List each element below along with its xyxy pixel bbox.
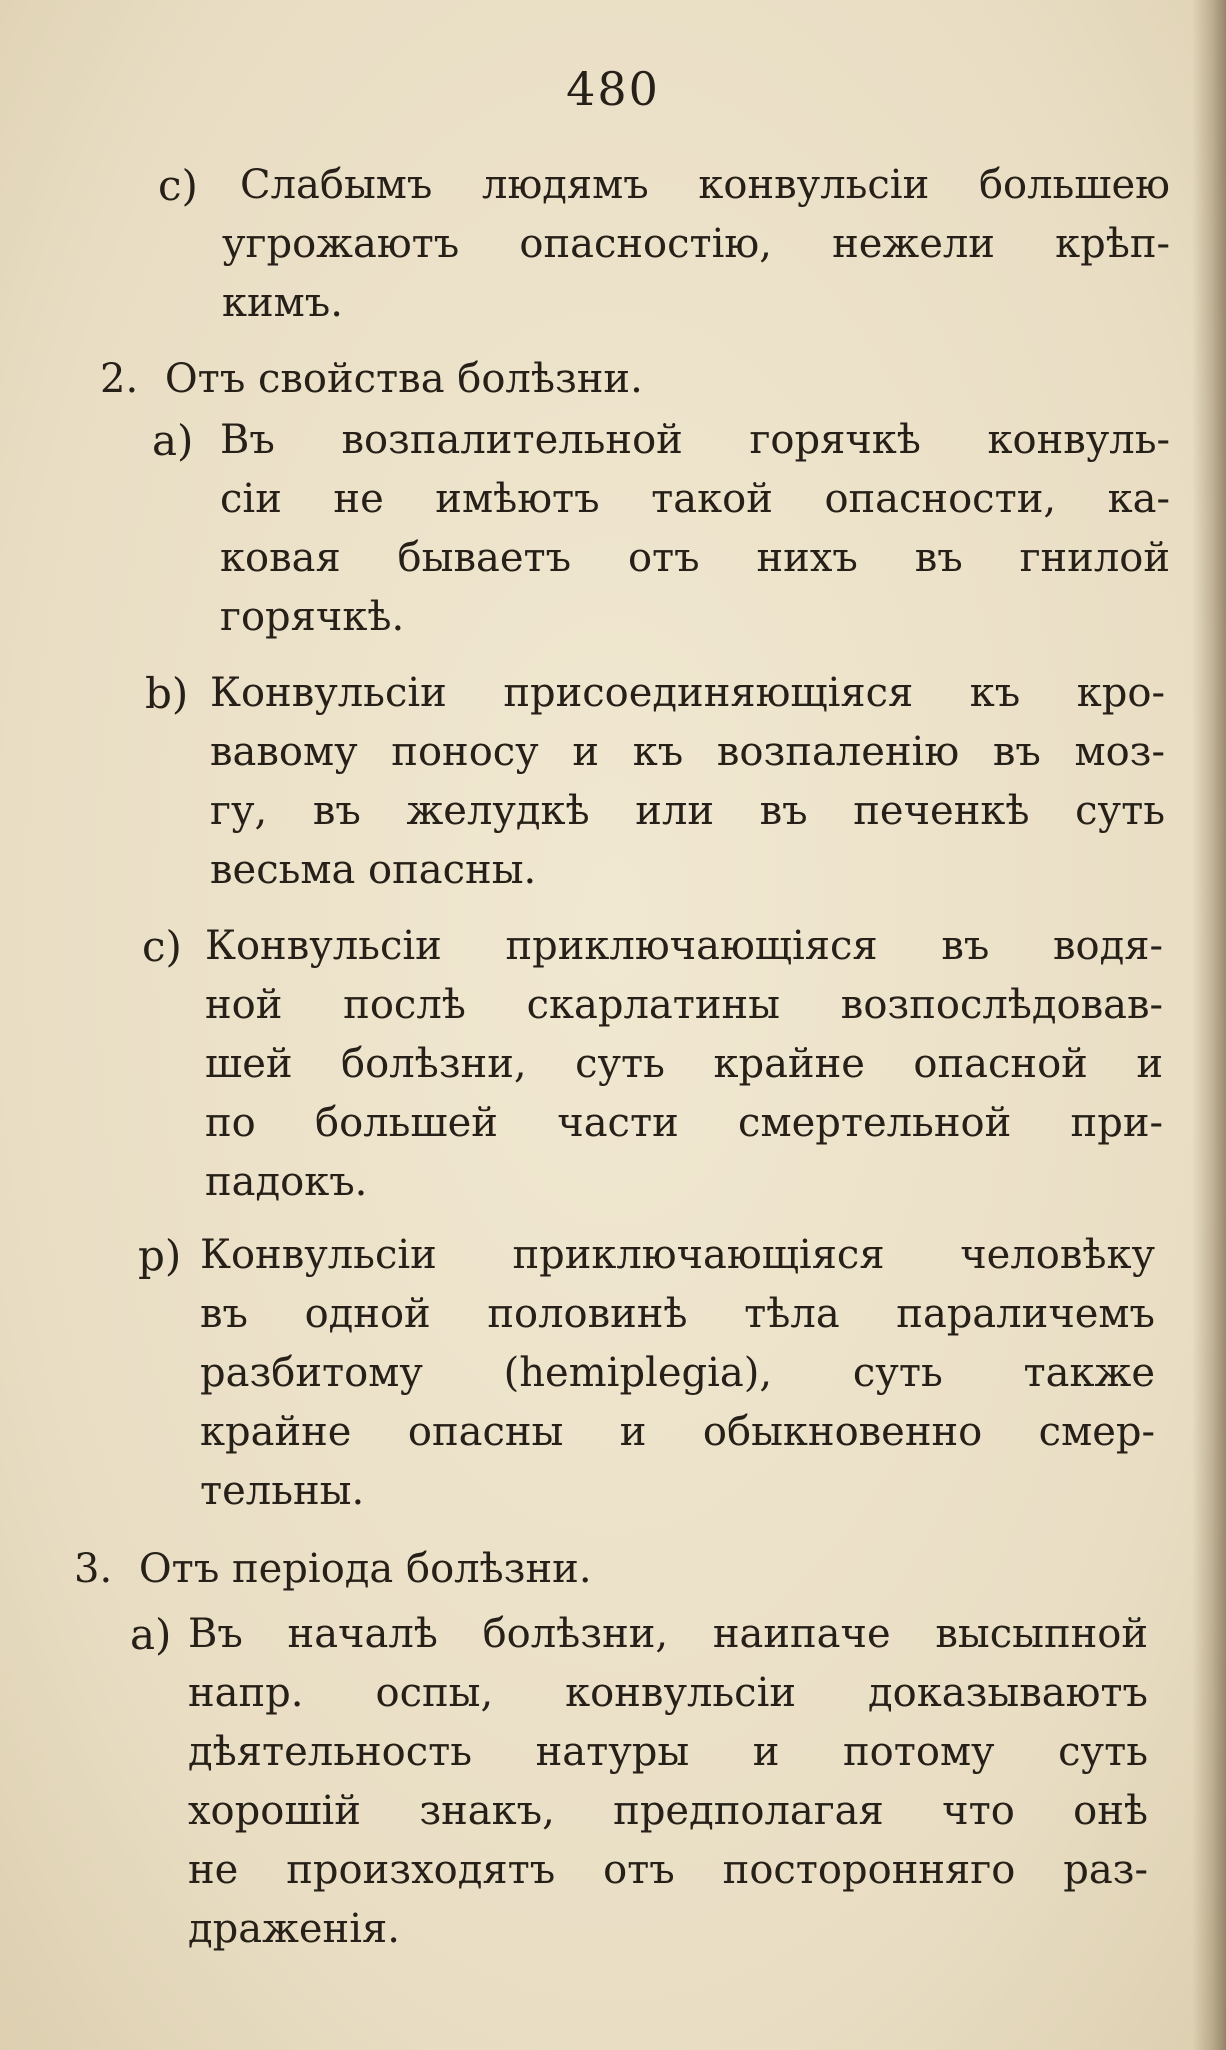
paragraph [200, 1226, 1155, 1521]
text-line: Конвульсіи приключающіяся въ водя- [205, 923, 1163, 969]
text-line: кимъ. [222, 280, 343, 326]
section-heading [100, 350, 643, 409]
text-line: весьма опасны. [210, 847, 537, 893]
section-title: Отъ свойства болѣзни. [164, 356, 643, 402]
page-number: 480 [566, 62, 660, 116]
text-line: вавому поносу и къ возпаленію въ моз- [210, 729, 1165, 775]
text-line: Въ началѣ болѣзни, наипаче высыпной [188, 1611, 1148, 1657]
text-line: ковая бываетъ отъ нихъ въ гнилой [220, 535, 1170, 581]
item-marker: c) [158, 161, 198, 210]
text-line: по большей части смертельной при- [205, 1100, 1163, 1146]
item-marker: a) [152, 416, 194, 465]
text-line: драженія. [188, 1906, 400, 1952]
paragraph [222, 156, 1170, 333]
paragraph [220, 411, 1170, 647]
paragraph [205, 917, 1163, 1212]
paragraph [188, 1605, 1148, 1959]
page-gutter-shadow [1192, 0, 1226, 2050]
section-number: 2. [100, 356, 139, 402]
item-marker: p) [138, 1231, 182, 1280]
text-line: ной послѣ скарлатины возпослѣдовав- [205, 982, 1163, 1028]
text-line: разбитому (hemiplegia), суть также [200, 1350, 1155, 1396]
text-line: дѣятельность натуры и потому суть [188, 1729, 1148, 1775]
section-title: Отъ періода болѣзни. [138, 1546, 592, 1592]
text-line: Слабымъ людямъ конвульсіи большею [240, 162, 1170, 208]
text-line: Конвульсіи приключающіяся человѣку [200, 1232, 1155, 1278]
item-marker: a) [130, 1610, 172, 1659]
item-marker: c) [142, 922, 182, 971]
text-line: Въ возпалительной горячкѣ конвуль- [220, 417, 1170, 463]
text-line: горячкѣ. [220, 594, 405, 640]
text-line: въ одной половинѣ тѣла параличемъ [200, 1291, 1155, 1337]
item-marker: b) [145, 669, 189, 718]
section-number: 3. [74, 1546, 113, 1592]
section-heading [74, 1540, 592, 1599]
text-line: угрожаютъ опасностію, нежели крѣп- [222, 221, 1170, 267]
text-line: крайне опасны и обыкновенно смер- [200, 1409, 1155, 1455]
text-line: Конвульсіи присоединяющіяся къ кро- [210, 670, 1165, 716]
text-line: гу, въ желудкѣ или въ печенкѣ суть [210, 788, 1165, 834]
text-line: напр. оспы, конвульсіи доказываютъ [188, 1670, 1148, 1716]
text-line: шей болѣзни, суть крайне опасной и [205, 1041, 1163, 1087]
paragraph [210, 664, 1165, 900]
text-line: не произходятъ отъ посторонняго раз- [188, 1847, 1148, 1893]
text-line: хорошій знакъ, предполагая что онѣ [188, 1788, 1148, 1834]
text-line: тельны. [200, 1468, 365, 1514]
text-line: падокъ. [205, 1159, 368, 1205]
text-line: сіи не имѣютъ такой опасности, ка- [220, 476, 1170, 522]
